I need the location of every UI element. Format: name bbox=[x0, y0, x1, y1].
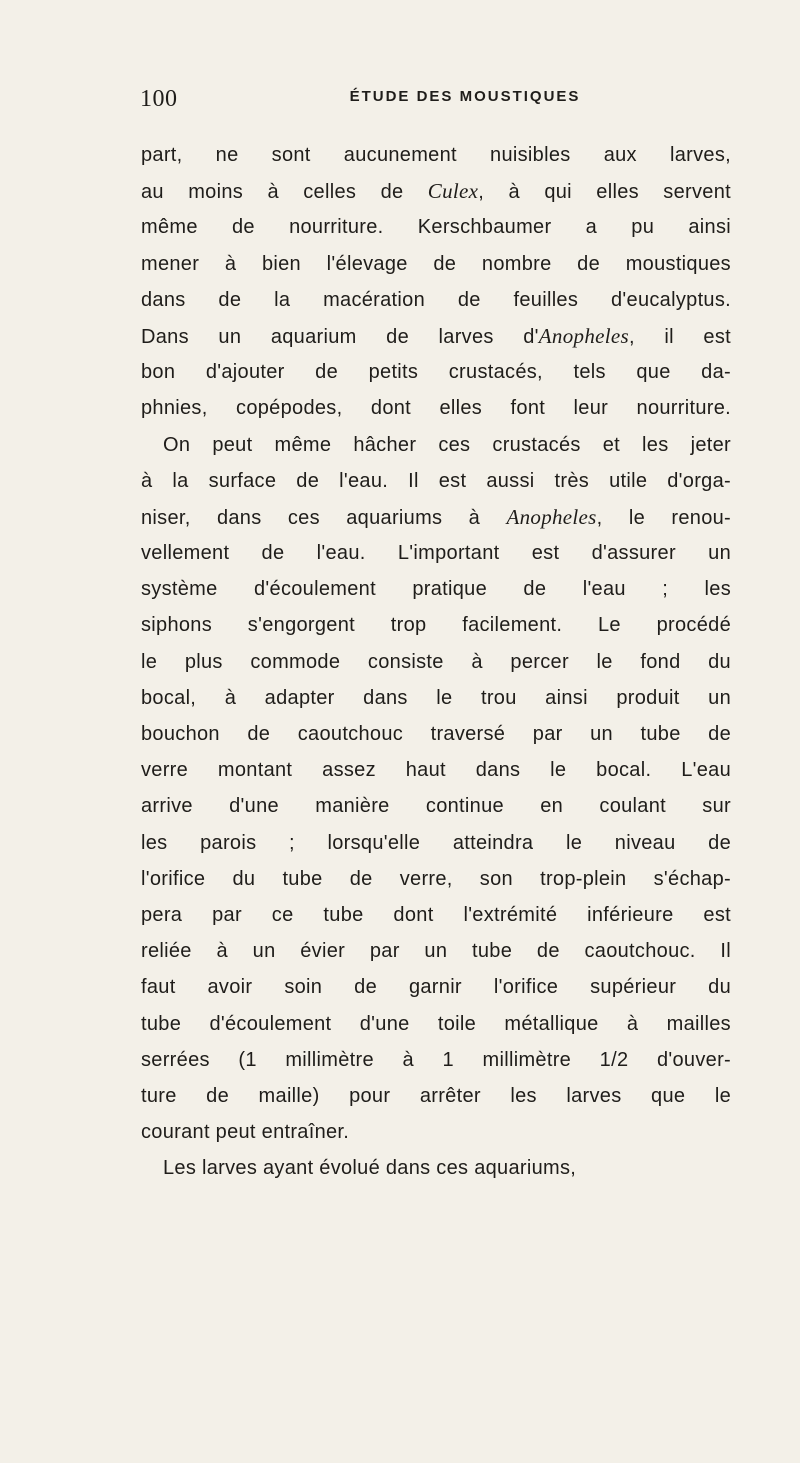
text-segment: système d'écoulement pratique de l'eau ; les bbox=[141, 578, 731, 601]
text-segment: , à qui elles servent bbox=[478, 181, 731, 204]
text-segment: à la surface de l'eau. Il est aussi très utile d'orga- bbox=[141, 469, 731, 492]
species-name: Culex bbox=[427, 179, 479, 204]
text-line bbox=[141, 318, 731, 354]
text-segment: vellement de l'eau. L'important est d'assurer un bbox=[141, 542, 731, 565]
text-segment: bocal, à adapter dans le trou ainsi produit un bbox=[141, 686, 731, 709]
text-segment: courant peut entraîner. bbox=[141, 1121, 350, 1144]
text-line bbox=[141, 209, 731, 245]
body-text bbox=[141, 137, 731, 1186]
running-title: ÉTUDE DES MOUSTIQUES bbox=[349, 88, 581, 105]
species-name: Anopheles bbox=[538, 323, 629, 348]
text-segment: tube d'écoulement d'une toile métallique à mailles bbox=[141, 1012, 731, 1035]
text-line bbox=[141, 969, 731, 1005]
text-line bbox=[141, 390, 731, 426]
text-line bbox=[141, 861, 731, 897]
text-line bbox=[141, 1078, 731, 1114]
text-line bbox=[141, 535, 731, 571]
text-line bbox=[141, 1006, 731, 1042]
text-line bbox=[141, 933, 731, 969]
species-name: Anopheles bbox=[506, 504, 597, 529]
text-segment: bouchon de caoutchouc traversé par un tube de bbox=[141, 723, 731, 745]
text-segment: , il est bbox=[628, 325, 731, 348]
text-segment: Dans un aquarium de larves d' bbox=[141, 325, 539, 348]
text-segment: mener à bien l'élevage de nombre de moustiques bbox=[141, 252, 731, 275]
text-line bbox=[141, 897, 731, 933]
text-line bbox=[141, 173, 731, 209]
text-line bbox=[141, 1042, 731, 1078]
text-line bbox=[141, 788, 731, 824]
text-line bbox=[141, 354, 731, 390]
text-line bbox=[141, 137, 731, 173]
text-segment: verre montant assez haut dans le bocal. L'eau bbox=[141, 759, 731, 782]
text-segment: serrées (1 millimètre à 1 millimètre 1/2 d'ouver- bbox=[141, 1048, 731, 1071]
text-segment: phnies, copépodes, dont elles font leur nourriture. bbox=[141, 397, 731, 420]
text-segment: niser, dans ces aquariums à bbox=[141, 506, 507, 529]
text-segment: l'orifice du tube de verre, son trop-plein s'échap- bbox=[141, 867, 731, 890]
text-line bbox=[141, 644, 731, 680]
text-segment: au moins à celles de bbox=[141, 181, 428, 204]
text-line bbox=[141, 825, 731, 861]
text-line bbox=[141, 499, 731, 535]
text-line bbox=[141, 716, 731, 752]
text-line bbox=[141, 427, 731, 463]
text-line bbox=[141, 463, 731, 499]
text-segment: arrive d'une manière continue en coulant sur bbox=[141, 795, 731, 818]
text-segment: part, ne sont aucunement nuisibles aux larves, bbox=[141, 144, 731, 166]
text-segment: Les larves ayant évolué dans ces aquariums, bbox=[163, 1157, 577, 1180]
text-segment: reliée à un évier par un tube de caoutchouc. Il bbox=[141, 940, 731, 963]
text-segment: siphons s'engorgent trop facilement. Le procédé bbox=[141, 614, 731, 637]
page-header bbox=[140, 86, 730, 126]
text-segment: On peut même hâcher ces crustacés et les jeter bbox=[163, 433, 731, 456]
text-segment: bon d'ajouter de petits crustacés, tels que da- bbox=[141, 361, 731, 384]
text-segment: dans de la macération de feuilles d'eucalyptus. bbox=[141, 288, 731, 311]
text-line bbox=[141, 752, 731, 788]
text-line bbox=[141, 571, 731, 607]
page-number: 100 bbox=[140, 86, 178, 112]
text-segment: ture de maille) pour arrêter les larves que le bbox=[141, 1084, 731, 1107]
text-segment: faut avoir soin de garnir l'orifice supérieur du bbox=[141, 976, 731, 999]
text-segment: même de nourriture. Kerschbaumer a pu ainsi bbox=[141, 216, 731, 239]
text-line bbox=[141, 246, 731, 282]
text-segment: , le renou- bbox=[596, 506, 731, 529]
text-line bbox=[141, 282, 731, 318]
text-line bbox=[141, 607, 731, 643]
text-line bbox=[141, 1114, 731, 1150]
text-segment: le plus commode consiste à percer le fond du bbox=[141, 650, 731, 673]
text-segment: les parois ; lorsqu'elle atteindra le niveau de bbox=[141, 831, 731, 854]
text-line bbox=[141, 1150, 731, 1186]
text-segment: pera par ce tube dont l'extrémité inférieure est bbox=[141, 903, 731, 926]
text-line bbox=[141, 680, 731, 716]
